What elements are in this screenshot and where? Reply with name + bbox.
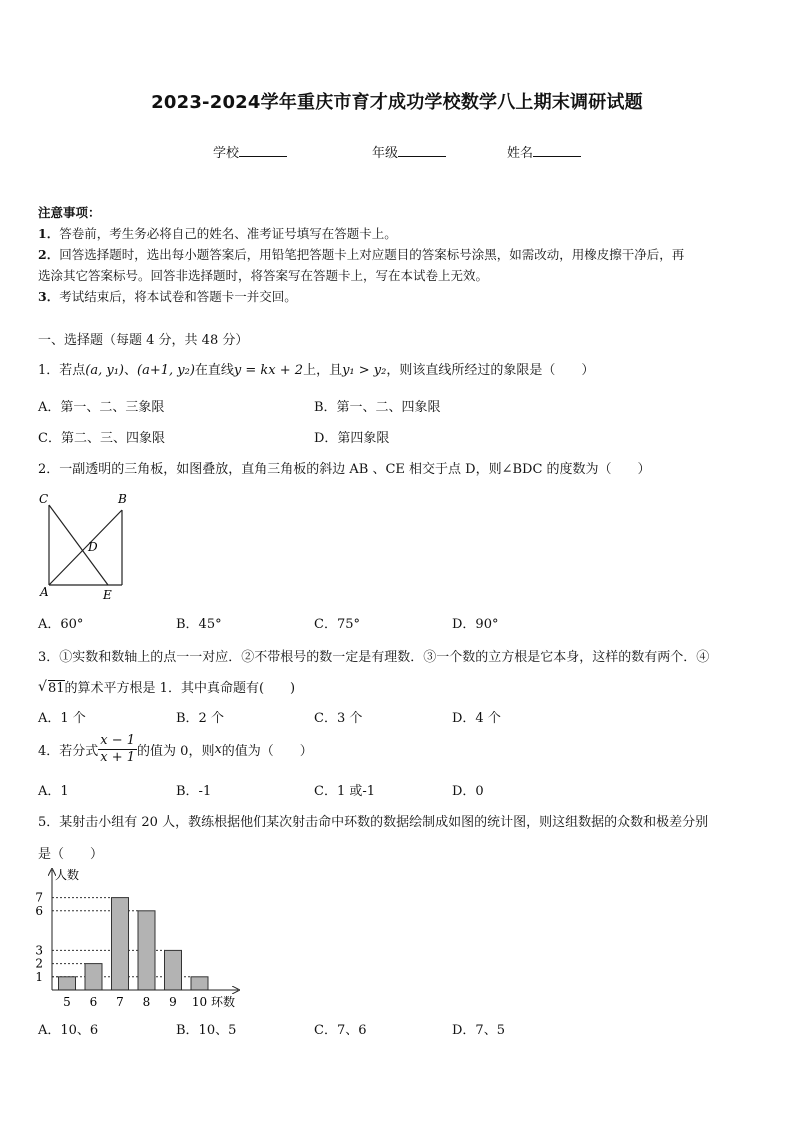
question-2: 2．一副透明的三角板，如图叠放，直角三角板的斜边 AB 、CE 相交于点 D，则∠BDC 的度数为（ ） (38, 462, 651, 477)
sqrt-icon: √ (38, 679, 47, 695)
y-axis-label: 人数 (55, 868, 80, 882)
q1-option-d[interactable]: D．第四象限 (314, 431, 390, 446)
school-blank (239, 144, 287, 157)
notes-heading: 注意事项： (38, 205, 101, 220)
triangle-figure (36, 488, 136, 602)
q1-option-a[interactable]: A．第一、二、三象限 (38, 400, 165, 415)
note-3: 3．考试结束后，将本试卷和答题卡一并交回。 (38, 289, 297, 304)
bar-9 (165, 950, 182, 990)
question-3-line1: 3．①实数和数轴上的点一一对应．②不带根号的数一定是有理数．③一个数的立方根是它本身，这样的数有两个．④ (38, 650, 710, 665)
note-1: 1．答卷前，考生务必将自己的姓名、准考证号填写在答题卡上。 (38, 226, 397, 241)
bar-7 (112, 898, 129, 990)
q1-point-a: (a, y₁) (85, 363, 124, 378)
page-title: 2023-2024学年重庆市育才成功学校数学八上期末调研试题 (151, 92, 643, 113)
school-label: 学校 (213, 146, 240, 161)
q4-option-d[interactable]: D．0 (452, 784, 484, 799)
q2-option-b[interactable]: B．45° (176, 617, 222, 632)
q3-option-c[interactable]: C．3 个 (314, 711, 363, 726)
q5-option-d[interactable]: D．7、5 (452, 1023, 505, 1038)
y-tick-label-3: 3 (35, 943, 43, 958)
y-tick-label-7: 7 (35, 890, 43, 905)
bar-5 (59, 977, 76, 990)
sqrt-expression: √ 81 (38, 679, 65, 696)
y-tick-label-1: 1 (35, 969, 43, 984)
q1-option-c[interactable]: C．第二、三、四象限 (38, 431, 165, 446)
x-tick-label-9: 9 (169, 995, 177, 1009)
x-tick-label-5: 5 (63, 995, 71, 1009)
note-2-line2: 选涂其它答案标号。回答非选择题时，将答案写在答题卡上，写在本试卷上无效。 (38, 268, 489, 283)
q1-point-b: (a+1, y₂) (137, 363, 195, 378)
grade-field (372, 142, 446, 161)
question-5-line2: 是（ ） (38, 847, 104, 862)
q2-option-d[interactable]: D．90° (452, 617, 499, 632)
name-label: 姓名 (507, 146, 534, 161)
label-c: C (39, 492, 49, 506)
q4-option-a[interactable]: A．1 (38, 784, 69, 799)
x-tick-label-10: 10 (191, 995, 208, 1009)
q3-option-d[interactable]: D．4 个 (452, 711, 501, 726)
school-field (213, 142, 287, 161)
label-d: D (88, 540, 98, 554)
question-4: 4．若分式 $\frac{x - 1}{x + 1}$ 的值为 0，则x的值为（ ） (38, 733, 313, 765)
grade-label: 年级 (372, 146, 399, 161)
note-2-line1: 2．回答选择题时，选出每小题答案后，用铅笔把答题卡上对应题目的答案标号涂黑，如需改动，用橡皮擦干净后，再 (38, 247, 685, 262)
q1-condition: y₁ > y₂ (342, 363, 387, 378)
name-blank (533, 144, 581, 157)
grade-blank (398, 144, 446, 157)
q2-option-a[interactable]: A．60° (38, 617, 84, 632)
q4-option-b[interactable]: B．-1 (176, 784, 212, 799)
line-ce (49, 505, 108, 585)
q3-option-b[interactable]: B．2 个 (176, 711, 224, 726)
bar-chart (30, 864, 260, 1014)
q2-option-c[interactable]: C．75° (314, 617, 360, 632)
q3-option-a[interactable]: A．1 个 (38, 711, 86, 726)
bar-10 (191, 977, 208, 990)
q5-option-a[interactable]: A．10、6 (38, 1023, 99, 1038)
question-3-line2: √ 81的算术平方根是 1．其中真命题有( ) (38, 679, 296, 696)
label-b: B (118, 492, 127, 506)
bar-6 (85, 964, 102, 990)
q5-option-c[interactable]: C．7、6 (314, 1023, 367, 1038)
y-tick-label-2: 2 (35, 956, 43, 971)
q5-option-b[interactable]: B．10、5 (176, 1023, 237, 1038)
x-tick-label-6: 6 (89, 995, 98, 1009)
q4-option-c[interactable]: C．1 或-1 (314, 784, 376, 799)
x-tick-label-8: 8 (142, 995, 151, 1009)
x-axis-label: 环数 (211, 995, 236, 1009)
q1-line-eq: y = kx + 2 (233, 363, 304, 378)
section-heading: 一、选择题（每题 4 分，共 48 分） (38, 333, 249, 348)
label-e: E (103, 588, 112, 602)
bar-8 (138, 911, 155, 990)
question-5-line1: 5．某射击小组有 20 人，教练根据他们某次射击命中环数的数据绘制成如图的统计图，则这组数据的众数和极差分别 (38, 815, 709, 830)
label-a: A (40, 585, 49, 599)
fraction: $\frac{x - 1}{x + 1}$ (100, 733, 136, 765)
question-1: 1．若点(a, y₁)、(a+1, y₂)在直线y = kx + 2上，且y₁ > y₂，则该直线所经过的象限是（ ） (38, 363, 595, 378)
x-tick-label-7: 7 (116, 995, 124, 1009)
line-ab (49, 510, 122, 585)
y-tick-label-6: 6 (35, 903, 43, 918)
q1-option-b[interactable]: B．第一、二、四象限 (314, 400, 441, 415)
name-field (507, 142, 581, 161)
